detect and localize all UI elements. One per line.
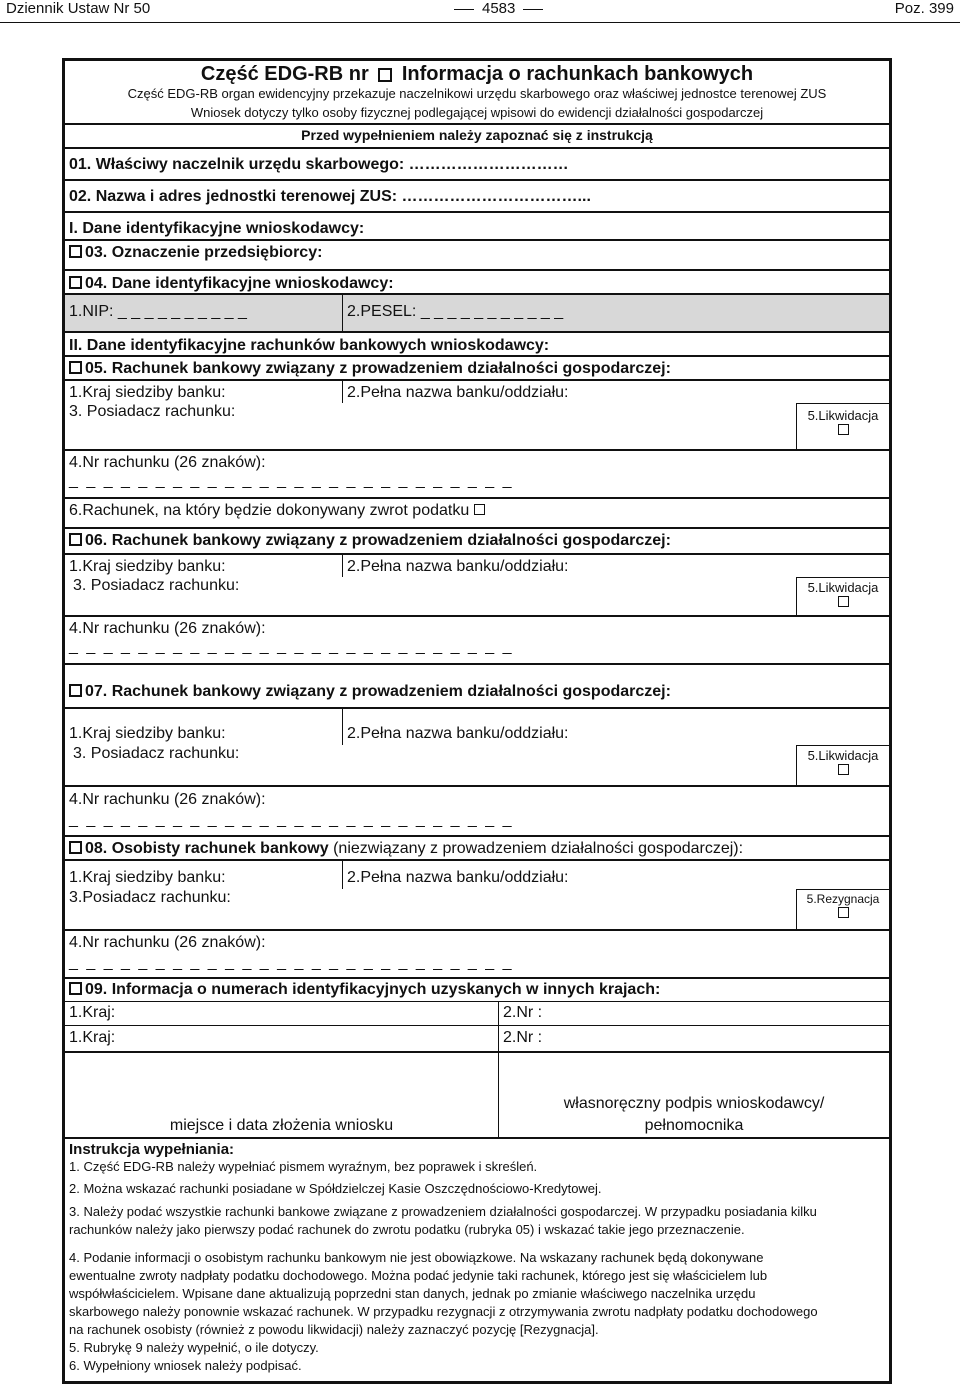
field-01-row[interactable] [65,147,889,179]
signature-label-2: pełnomocnika [644,1117,744,1134]
field-08-text: (niezwiązany z prowadzeniem działalności gospodarczej): [328,840,744,857]
field-04-row [65,269,889,293]
acc3-number-dashes: _ _ _ _ _ _ _ _ _ _ _ _ _ _ _ _ _ _ _ _ _ _ _ _ _ _ [69,811,514,828]
instruction-3a: 3. Należy podać wszystkie rachunki bankowe związane z prowadzeniem działalności gospodarczej. W przypadku posiadania kilku [69,1204,817,1219]
acc2-number-label: 4.Nr rachunku (26 znaków): [69,620,266,637]
acc4-holder-row [65,889,889,929]
field-02-row[interactable] [65,179,889,211]
acc1-number-row[interactable] [65,449,889,497]
nip-label: 1.NIP: _ _ _ _ _ _ _ _ _ _ [69,303,247,320]
signature-label-1: własnoręczny podpis wnioskodawcy/ [563,1095,825,1112]
title-part-label: Część EDG-RB nr [200,63,369,85]
instruction-1: 1. Część EDG-RB należy wypełniać pismem wyraźnym, bez poprawek i skreśleń. [69,1159,538,1174]
instructions-title: Instrukcja wypełniania: [69,1141,235,1158]
section-1-title: I. Dane identyfikacyjne wnioskodawcy: [69,220,365,237]
position-number: Poz. 399 [894,0,954,17]
acc4-bank-name-label: 2.Pełna nazwa banku/oddziału: [347,869,569,886]
field-09-row [65,977,889,1001]
foreign-country-2[interactable] [65,1026,499,1051]
place-date-field[interactable] [65,1053,499,1137]
pesel-field[interactable] [343,295,889,331]
acc2-bank-row [65,553,889,577]
journal-name: Dziennik Ustaw Nr 50 [6,0,151,17]
acc1-holder-row [65,403,889,449]
instruction-4a: 4. Podanie informacji o osobistym rachunku bankowym nie jest obowiązkowe. Na wskazany rachunek będą dokonywane [69,1250,764,1265]
acc1-holder-label: 3. Posiadacz rachunku: [69,403,236,420]
acc1-refund [65,499,889,520]
foreign-id-row-1 [65,1001,889,1025]
form-title [65,63,889,86]
acc4-holder-label: 3.Posiadacz rachunku: [69,889,231,906]
header-divider [0,22,960,23]
acc1-number-label: 4.Nr rachunku (26 znaków): [69,454,266,471]
acc3-bank-row [65,707,889,745]
foreign-number-1[interactable] [499,1002,889,1025]
acc4-number-label: 4.Nr rachunku (26 znaków): [69,934,266,951]
acc1-liquidation [797,403,889,449]
acc4-country[interactable] [65,861,343,889]
field-07-row [65,663,889,707]
field-08-checkbox[interactable] [69,841,82,854]
field-05-row [65,355,889,379]
field-05-checkbox[interactable] [69,361,82,374]
instruction-4b: ewentualne zwroty nadpłaty podatku dochodowego. Można podać jedynie taki rachunek, którego jest się właścicielem lub [69,1268,768,1283]
acc2-number-dashes: _ _ _ _ _ _ _ _ _ _ _ _ _ _ _ _ _ _ _ _ _ _ _ _ _ _ [69,638,514,655]
acc3-holder-row [65,745,889,785]
acc3-holder-label: 3. Posiadacz rachunku: [73,745,240,762]
acc2-liquidation-label: 5.Likwidacja [807,580,879,595]
acc1-refund-label: 6.Rachunek, na który będzie dokonywany zwrot podatku [69,502,470,519]
field-02-zus-unit: 02. Nazwa i adres jednostki terenowej ZUS: ……………………………... [69,188,591,205]
field-06-checkbox[interactable] [69,533,82,546]
instruction-2: 2. Można wskazać rachunki posiadane w Spółdzielczej Kasie Oszczędnościowo-Kredytowej. [69,1181,602,1196]
acc3-country-label: 1.Kraj siedziby banku: [69,725,226,742]
signature-row [65,1051,889,1137]
acc3-liquidation-checkbox[interactable] [838,764,849,775]
section-2-header [65,331,889,355]
acc4-holder[interactable] [65,889,797,929]
edg-rb-form [62,58,892,1384]
signature-field[interactable] [499,1053,889,1137]
field-07-text: 07. Rachunek bankowy związany z prowadzeniem działalności gospodarczej: [85,683,671,700]
acc1-holder[interactable] [65,403,797,449]
field-06-label [65,529,889,550]
acc2-number-row[interactable] [65,615,889,663]
acc2-holder-label: 3. Posiadacz rachunku: [73,577,240,594]
instruction-6: 6. Wypełniony wniosek należy podpisać. [69,1358,302,1373]
acc2-bank-name[interactable] [343,555,889,577]
acc3-holder[interactable] [65,745,797,785]
field-01-tax-office: 01. Właściwy naczelnik urzędu skarbowego: ………………………… [69,156,569,173]
instruction-4d: skarbowego należy ponownie wskazać rachunek. W przypadku rezygnacji z otrzymywania zwrotu nadpłaty podatku dochodowego [69,1304,818,1319]
acc1-refund-row [65,497,889,527]
acc2-holder-row [65,577,889,615]
acc1-liquidation-label: 5.Likwidacja [807,408,879,423]
acc3-number-label: 4.Nr rachunku (26 znaków): [69,791,266,808]
foreign-number-1-label: 2.Nr : [503,1004,543,1021]
foreign-country-2-label: 1.Kraj: [69,1029,116,1046]
form-subtitle-2: Wniosek dotyczy tylko osoby fizycznej podlegającej wpisowi do ewidencji działalności gospodarczej [190,105,764,120]
field-03-row [65,239,889,269]
field-03-text: 03. Oznaczenie przedsiębiorcy: [85,244,323,261]
field-03-checkbox[interactable] [69,245,82,258]
acc2-country[interactable] [65,555,343,577]
field-06-text: 06. Rachunek bankowy związany z prowadzeniem działalności gospodarczej: [85,532,671,549]
field-05-text: 05. Rachunek bankowy związany z prowadzeniem działalności gospodarczej: [85,360,671,377]
field-04-checkbox[interactable] [69,276,82,289]
acc1-liquidation-checkbox[interactable] [838,424,849,435]
acc4-bank-row [65,859,889,889]
field-05-label [65,357,889,378]
acc4-number-dashes: _ _ _ _ _ _ _ _ _ _ _ _ _ _ _ _ _ _ _ _ _ _ _ _ _ _ [69,954,514,971]
section-1-header [65,211,889,239]
instruction-5: 5. Rubrykę 9 należy wypełnić, o ile dotyczy. [69,1340,319,1355]
acc1-number-dashes: _ _ _ _ _ _ _ _ _ _ _ _ _ _ _ _ _ _ _ _ _ _ _ _ _ _ [69,472,514,489]
page-header [6,0,954,22]
acc3-number-row[interactable] [65,785,889,835]
form-subtitle-1: Część EDG-RB organ ewidencyjny przekazuje naczelnikowi urzędu skarbowego oraz właściwej jednostce terenowej ZUS [127,86,827,101]
instruction-notice: Przed wypełnieniem należy zapoznać się z instrukcją [301,127,653,143]
acc2-liquidation [797,577,889,615]
field-08-text-bold: 08. Osobisty rachunek bankowy [85,840,329,857]
instruction-notice-row [65,123,889,147]
acc1-country-label: 1.Kraj siedziby banku: [69,384,226,401]
acc4-bank-name[interactable] [343,861,889,889]
section-2-title: II. Dane identyfikacyjne rachunków bankowych wnioskodawcy: [69,337,550,354]
field-03-label [65,241,889,262]
acc4-resignation-checkbox[interactable] [838,907,849,918]
acc1-bank-row [65,379,889,403]
part-number-box[interactable] [378,68,392,82]
acc4-country-label: 1.Kraj siedziby banku: [69,869,226,886]
form-title-block [65,61,889,123]
field-08-row [65,835,889,859]
nip-field[interactable] [65,295,343,331]
acc4-resignation [797,889,889,929]
field-04-text: 04. Dane identyfikacyjne wnioskodawcy: [85,275,394,292]
field-04-label [65,271,889,293]
foreign-country-1[interactable] [65,1002,499,1025]
instruction-3b: rachunków należy jako pierwszy podać rachunek do zwrotu podatku (rubryka 05) i wskazać takie jego przeznaczenie. [69,1222,745,1237]
pesel-label: 2.PESEL: _ _ _ _ _ _ _ _ _ _ _ [347,303,564,320]
acc3-liquidation-label: 5.Likwidacja [807,748,879,763]
instructions-block [65,1137,889,1381]
acc2-bank-name-label: 2.Pełna nazwa banku/oddziału: [347,558,569,575]
acc3-country[interactable] [65,709,343,745]
acc2-holder[interactable] [65,577,797,615]
field-07-label [65,665,889,701]
acc3-bank-name-label: 2.Pełna nazwa banku/oddziału: [347,725,569,742]
field-06-row [65,527,889,553]
nip-pesel-row [65,293,889,331]
field-09-text: 09. Informacja o numerach identyfikacyjnych uzyskanych w innych krajach: [85,981,661,998]
acc1-country[interactable] [65,381,343,403]
acc4-number-row[interactable] [65,929,889,977]
instruction-4e: na rachunek osobisty (również z powodu likwidacji) należy zaznaczyć pozycję [Rezygnacja]. [69,1322,599,1337]
page-number: 4583 [446,0,551,17]
acc3-bank-name[interactable] [343,709,889,745]
place-date-label: miejsce i data złożenia wniosku [169,1117,394,1134]
acc1-refund-checkbox[interactable] [474,504,485,515]
acc3-liquidation [797,745,889,785]
foreign-number-2-label: 2.Nr : [503,1029,543,1046]
field-07-checkbox[interactable] [69,684,82,697]
foreign-country-1-label: 1.Kraj: [69,1004,116,1021]
acc1-bank-name[interactable] [343,381,889,403]
acc2-liquidation-checkbox[interactable] [838,596,849,607]
foreign-id-row-2 [65,1025,889,1051]
acc1-bank-name-label: 2.Pełna nazwa banku/oddziału: [347,384,569,401]
foreign-number-2[interactable] [499,1026,889,1051]
title-text: Informacja o rachunkach bankowych [401,63,754,85]
acc2-country-label: 1.Kraj siedziby banku: [69,558,226,575]
field-09-checkbox[interactable] [69,982,82,995]
field-08-label [65,837,889,858]
instruction-4c: współwłaścicielem. Wpisane dane aktualizują poprzedni stan danych, jednak po zmianie właściwego naczelnika urzędu [69,1286,756,1301]
field-09-label [65,979,889,999]
acc4-resignation-label: 5.Rezygnacja [806,892,880,906]
